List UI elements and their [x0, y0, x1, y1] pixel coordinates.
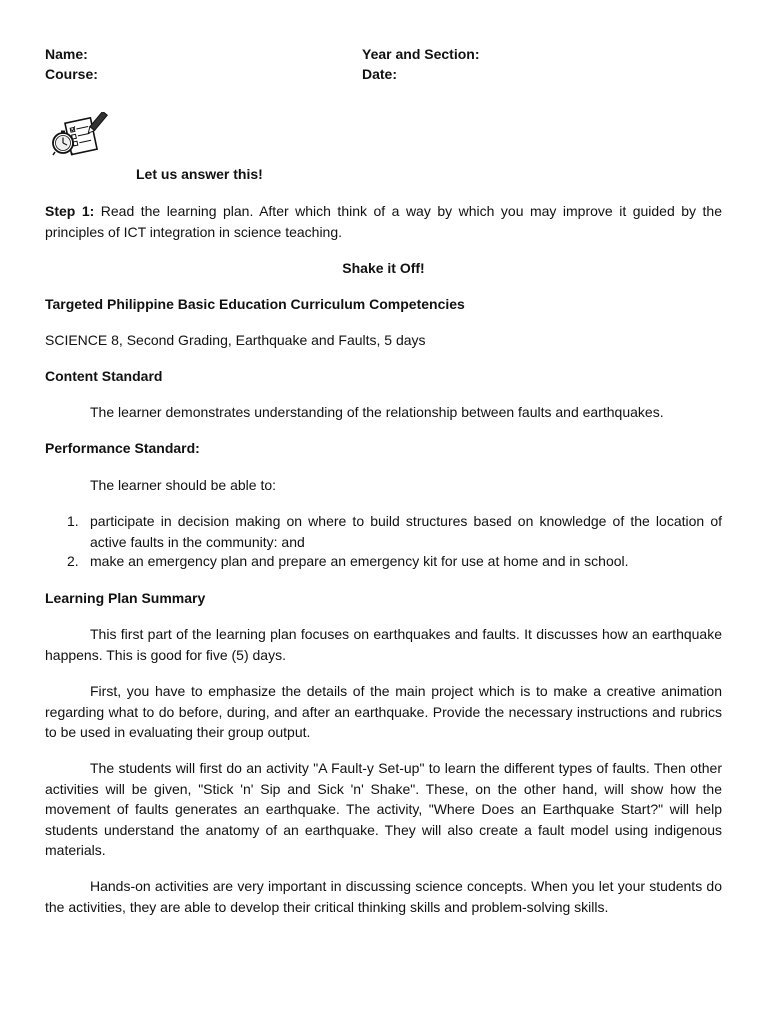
- name-label: Name:: [45, 46, 88, 62]
- competencies-text: SCIENCE 8, Second Grading, Earthquake and Faults, 5 days: [45, 332, 426, 348]
- performance-standard-heading: Performance Standard:: [45, 440, 200, 456]
- step1-text: Read the learning plan. After which think of a way by which you may improve it guided by the principles of ICT integration in science teaching.: [45, 203, 722, 240]
- competencies-heading: Targeted Philippine Basic Education Curriculum Competencies: [45, 296, 465, 312]
- list-item-text: make an emergency plan and prepare an emergency kit for use at home and in school.: [90, 553, 629, 569]
- list-item-number: 2.: [67, 553, 79, 569]
- summary-paragraph-2: First, you have to emphasize the details of the main project which is to make a creative animation regarding what to do before, during, and after an earthquake. Provide the necessary instructions and rubrics to be used in evaluating their group output.: [45, 683, 722, 740]
- year-section-label: Year and Section:: [362, 46, 480, 62]
- document-title: Shake it Off!: [342, 260, 425, 276]
- performance-standard-intro: The learner should be able to:: [90, 477, 277, 493]
- clock-and-checklist-icon: [48, 112, 108, 162]
- summary-heading: Learning Plan Summary: [45, 590, 206, 606]
- summary-paragraph-1: This first part of the learning plan focuses on earthquakes and faults. It discusses how an earthquake happens. This is good for five (5) days.: [45, 626, 722, 663]
- date-label: Date:: [362, 66, 398, 82]
- course-label: Course:: [45, 66, 98, 82]
- content-standard-text: The learner demonstrates understanding of the relationship between faults and earthquakes.: [90, 404, 664, 420]
- step1-label: Step 1:: [45, 203, 95, 219]
- summary-paragraph-3: The students will first do an activity "A Fault-y Set-up" to learn the different types of faults. Then other activities will be given, "Stick 'n' Sip and Sick 'n' Shake". These, on the other hand, will show how the movement of faults generates an earthquake. The activity, "Where Does an Earthquake Start?" will help students understand the anatomy of an earthquake. They will also create a fault model using indigenous materials.: [45, 760, 722, 858]
- prompt-heading: Let us answer this!: [136, 166, 263, 182]
- summary-paragraph-4: Hands-on activities are very important in discussing science concepts. When you let your students do the activities, they are able to develop their critical thinking skills and problem-solving skills.: [45, 878, 722, 915]
- step1-paragraph: [45, 201, 722, 242]
- list-item-number: 1.: [67, 513, 79, 529]
- content-standard-heading: Content Standard: [45, 368, 163, 384]
- list-item-text: participate in decision making on where to build structures based on knowledge of the location of active faults in the community: and: [90, 513, 722, 550]
